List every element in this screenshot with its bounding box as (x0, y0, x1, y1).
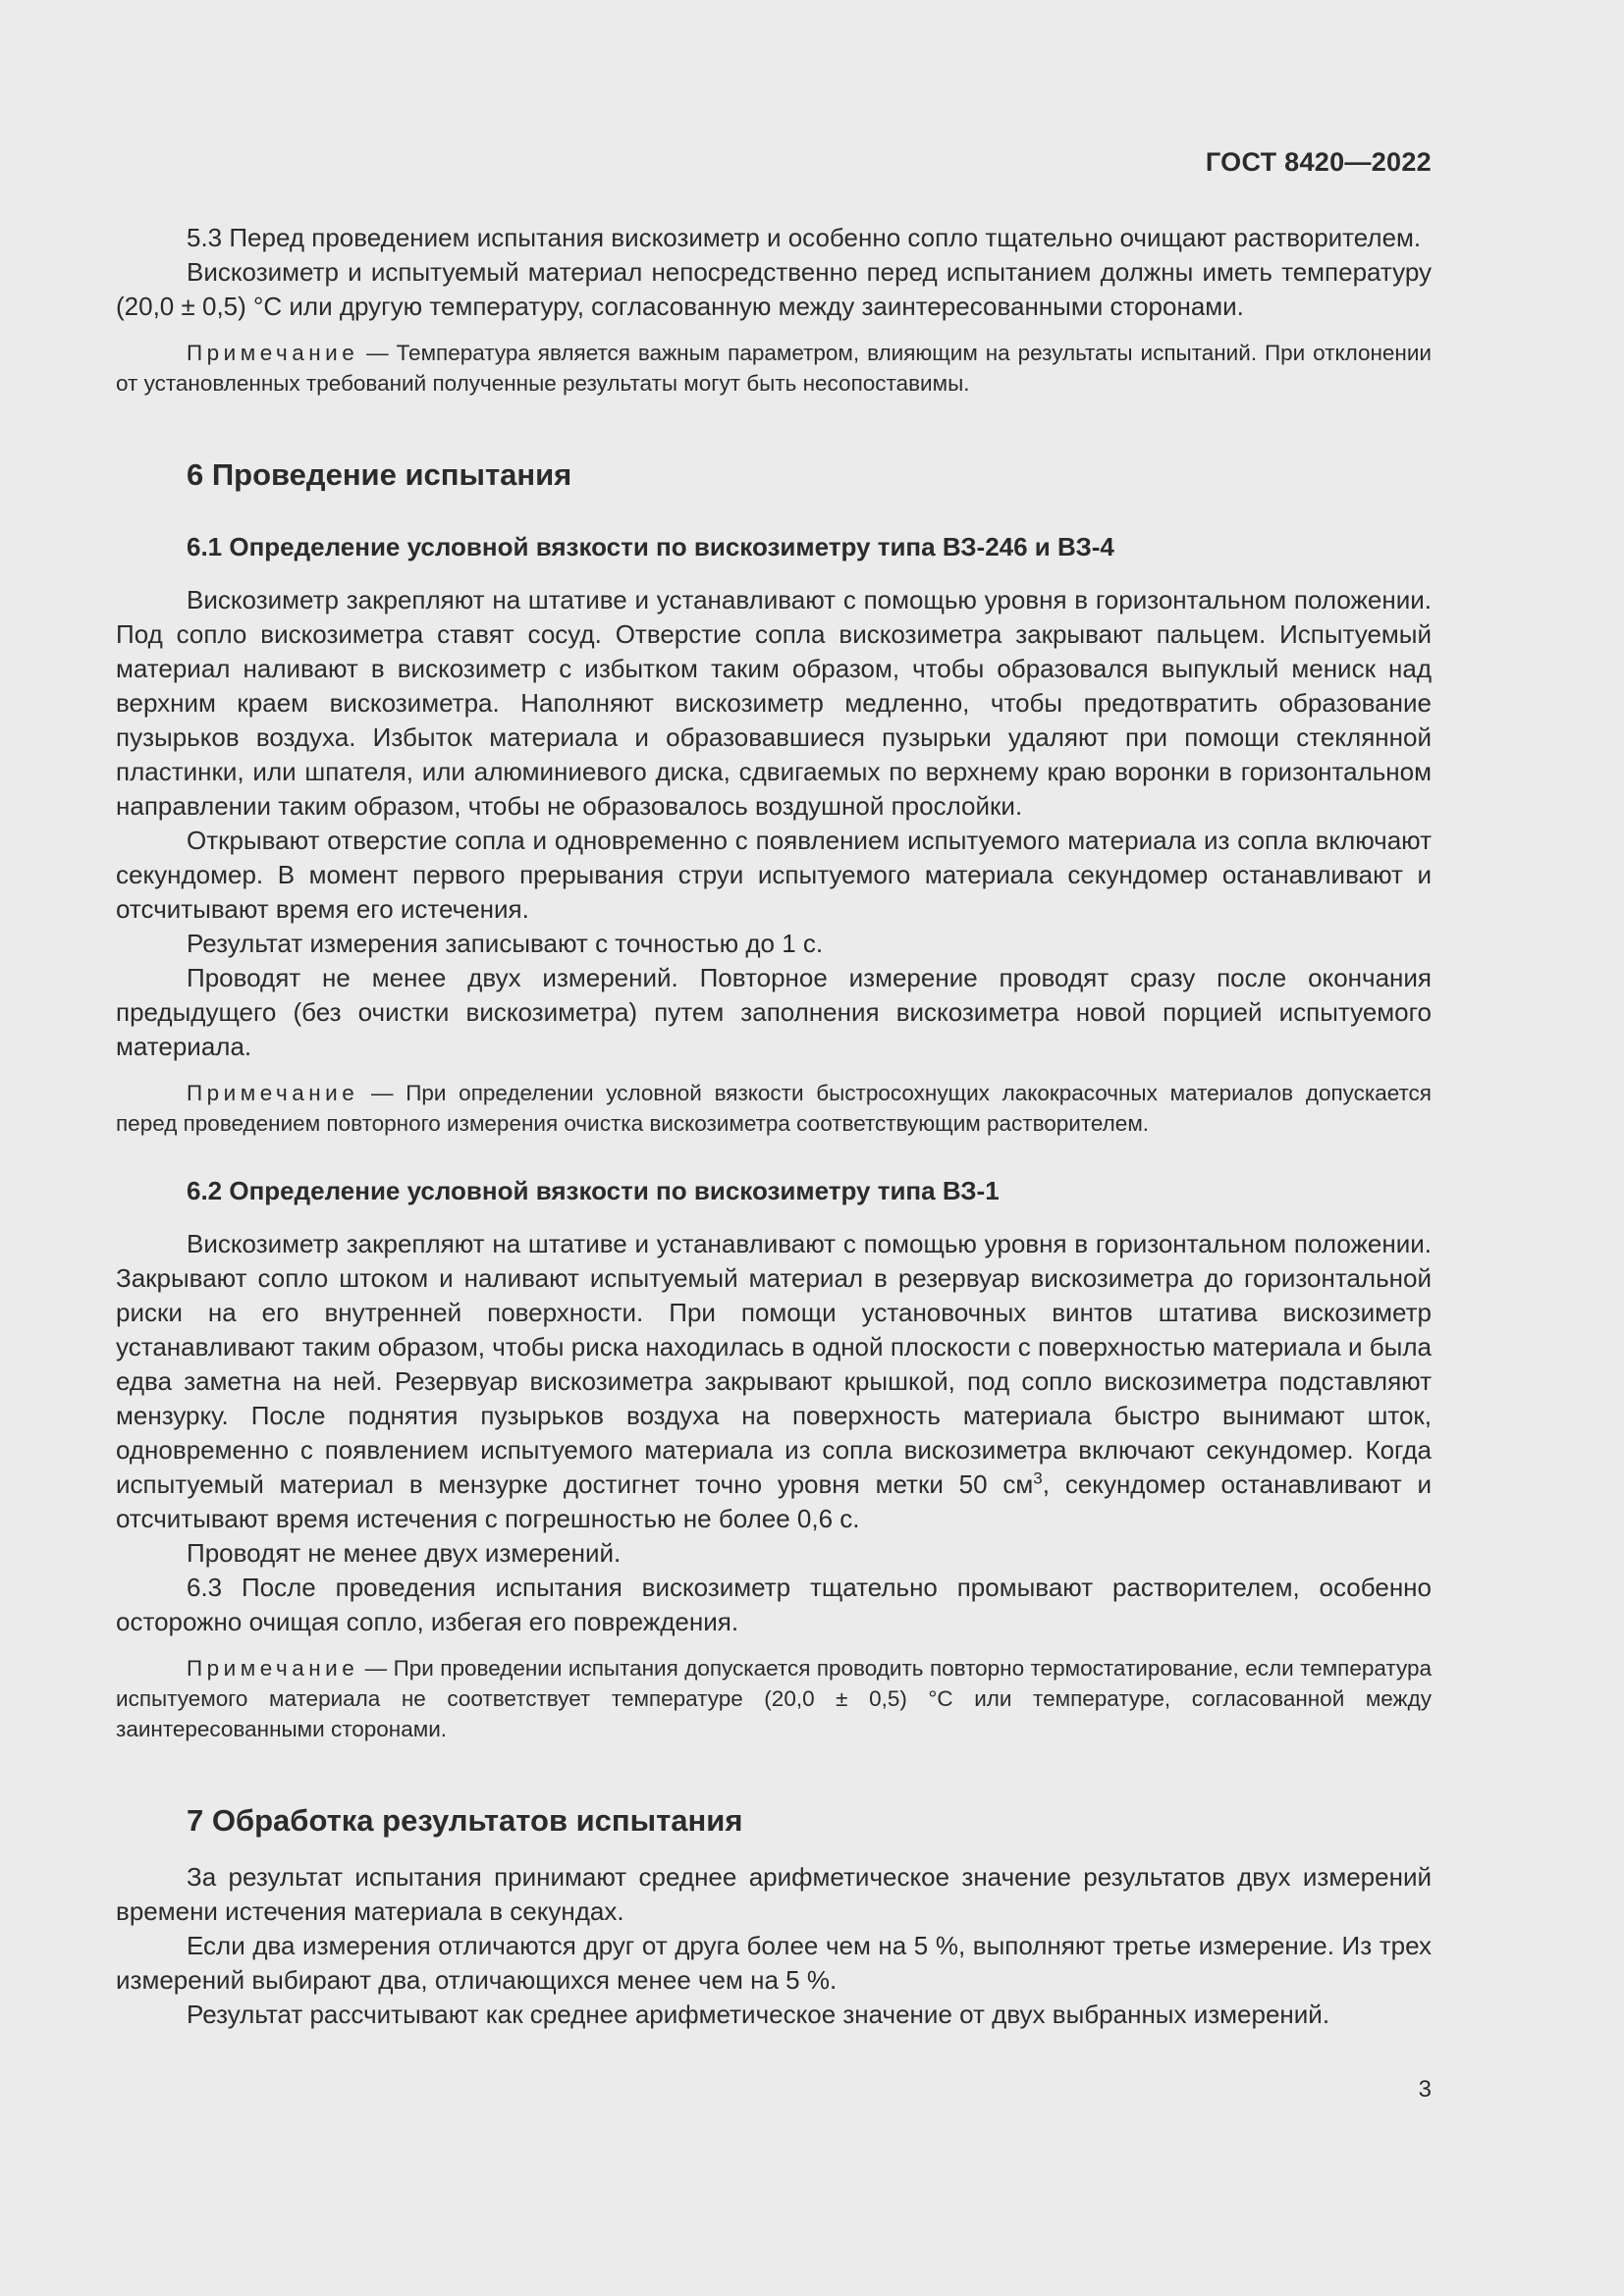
note-text: — При определении условной вязкости быстросохнущих лакокрасочных материалов допускается перед проведением повторного измерения очистка вискозиметра соответствующим растворителем. (116, 1081, 1432, 1136)
paragraph-6-2-procedure (116, 1227, 1432, 1536)
paragraph-5-3-temperature: Вискозиметр и испытуемый материал непосредственно перед испытанием должны иметь температуру (20,0 ± 0,5) °C или другую температуру, согласованную между заинтересованными сторонами. (116, 257, 1432, 321)
note-text: — Температура является важным параметром, влияющим на результаты испытаний. При отклонении от установленных требований полученные результаты могут быть несопоставимы. (116, 341, 1432, 396)
document-code: ГОСТ 8420—2022 (1205, 147, 1432, 177)
note-label: Примечание (187, 1081, 359, 1105)
superscript-cube: 3 (1033, 1468, 1043, 1488)
paragraph-7-average: Результат рассчитывают как среднее арифметическое значение от двух выбранных измерений. (187, 2000, 1330, 2029)
section-6-heading: 6 Проведение испытания (187, 457, 572, 492)
paragraph-6-2-text-b: , секундомер останавливают и отсчитывают время истечения с погрешностью не более 0,6 с. (116, 1469, 1432, 1533)
paragraph-6-2-text-a: Вискозиметр закрепляют на штативе и устанавливают с помощью уровня в горизонтальном положении. Закрывают сопло штоком и наливают испытуемый материал в резервуар вискозиметра до горизонтальной риски на его внутренней поверхности. При помощи установочных винтов штатива вискозиметр устанавливают таким образом, чтобы риска находилась в одной плоскости с поверхностью материала и была едва заметна на ней. Резервуар вискозиметра закрывают крышкой, под сопло вискозиметра подставляют мензурку. После поднятия пузырьков воздуха на поверхность материала быстро вынимают шток, одновременно с появлением испытуемого материала из сопла вискозиметра включают секундомер. Когда испытуемый материал в мензурке достигнет точно уровня метки 50 см (116, 1229, 1432, 1499)
paragraph-7-result: За результат испытания принимают среднее арифметическое значение результатов двух измерений времени истечения материала в секундах. (116, 1862, 1432, 1926)
note-text: — При проведении испытания допускается проводить повторно термостатирование, если температура испытуемого материала не соответствует температуре (20,0 ± 0,5) °C или температуре, согласованной между заинтересованными сторонами. (116, 1656, 1432, 1741)
paragraph-6-2-repeat: Проводят не менее двух измерений. (187, 1538, 622, 1568)
paragraph-6-1-precision: Результат измерения записывают с точностью до 1 с. (187, 929, 824, 958)
section-7-heading: 7 Обработка результатов испытания (187, 1803, 743, 1838)
note-fast-drying (116, 1078, 1432, 1139)
paragraph-7-third-measurement: Если два измерения отличаются друг от друга более чем на 5 %, выполняют третье измерение. Из трех измерений выбирают два, отличающихся менее чем на 5 %. (116, 1931, 1432, 1995)
document-body (116, 221, 1432, 2032)
document-page (116, 0, 1432, 2296)
note-temperature (116, 338, 1432, 399)
note-thermostat (116, 1653, 1432, 1744)
page-number: 3 (1418, 2076, 1432, 2103)
subsection-6-1-heading: 6.1 Определение условной вязкости по вискозиметру типа ВЗ-246 и ВЗ-4 (187, 532, 1114, 561)
paragraph-6-3: 6.3 После проведения испытания вискозиметр тщательно промывают растворителем, особенно осторожно очищая сопло, избегая его повреждения. (116, 1573, 1432, 1636)
note-label: Примечание (187, 1656, 359, 1681)
subsection-6-2-heading: 6.2 Определение условной вязкости по вискозиметру типа ВЗ-1 (187, 1176, 1000, 1205)
paragraph-5-3: 5.3 Перед проведением испытания вискозиметр и особенно сопло тщательно очищают растворителем. (187, 223, 1422, 252)
note-label: Примечание (187, 341, 359, 365)
paragraph-6-1-timing: Открывают отверстие сопла и одновременно с появлением испытуемого материала из сопла включают секундомер. В момент первого прерывания струи испытуемого материала секундомер останавливают и отсчитывают время его истечения. (116, 826, 1432, 924)
paragraph-6-1-setup: Вискозиметр закрепляют на штативе и устанавливают с помощью уровня в горизонтальном положении. Под сопло вискозиметра ставят сосуд. Отверстие сопла вискозиметра закрывают пальцем. Испытуемый материал наливают в вискозиметр с избытком таким образом, чтобы образовался выпуклый мениск над верхним краем вискозиметра. Наполняют вискозиметр медленно, чтобы предотвратить образование пузырьков воздуха. Избыток материала и образовавшиеся пузырьки удаляют при помощи стеклянной пластинки, или шпателя, или алюминиевого диска, сдвигаемых по верхнему краю воронки в горизонтальном направлении таким образом, чтобы не образовалось воздушной прослойки. (116, 585, 1432, 821)
paragraph-6-1-repeat: Проводят не менее двух измерений. Повторное измерение проводят сразу после окончания предыдущего (без очистки вискозиметра) путем заполнения вискозиметра новой порцией испытуемого материала. (116, 963, 1432, 1061)
